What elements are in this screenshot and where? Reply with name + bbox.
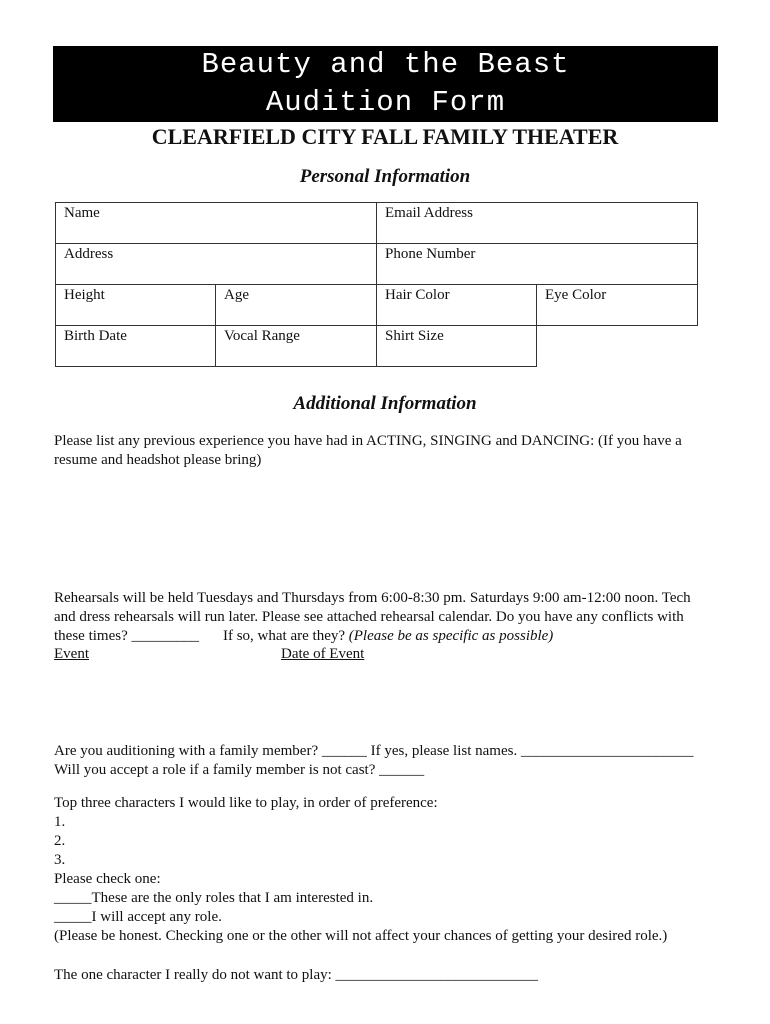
check-one-prompt: Please check one:: [54, 871, 161, 887]
birth-date-label: Birth Date: [64, 328, 127, 344]
additional-information-heading: Additional Information: [293, 393, 477, 414]
rehearsal-paragraph: [54, 589, 714, 646]
option-only-roles: _____These are the only roles that I am interested in.: [54, 890, 374, 906]
conflicts-note: (Please be as specific as possible): [348, 628, 554, 644]
eye-color-field[interactable]: [537, 285, 698, 326]
address-label: Address: [64, 246, 114, 262]
age-label: Age: [224, 287, 249, 303]
family-member-question: Are you auditioning with a family member? ______ If yes, please list names. _______________________: [54, 743, 694, 759]
email-field[interactable]: [377, 203, 698, 244]
family-accept-question: Will you accept a role if a family member is not cast? ______: [54, 762, 425, 778]
rehearsal-line-3: [54, 627, 714, 646]
hair-color-label: Hair Color: [385, 287, 450, 303]
empty-cell: [537, 326, 698, 367]
birth-date-field[interactable]: [56, 326, 216, 367]
conflicts-question: these times? _________: [54, 628, 199, 644]
event-column-label: Event: [54, 646, 89, 662]
vocal-range-field[interactable]: [216, 326, 377, 367]
choice-3: 3.: [54, 852, 66, 868]
phone-field[interactable]: [377, 244, 698, 285]
shirt-size-field[interactable]: [377, 326, 537, 367]
phone-label: Phone Number: [385, 246, 476, 262]
height-label: Height: [64, 287, 105, 303]
form-title-line-1: Beauty and the Beast: [201, 48, 570, 81]
conflicts-followup: If so, what are they?: [222, 628, 346, 644]
form-title-banner: [53, 46, 718, 122]
shirt-size-label: Shirt Size: [385, 328, 444, 344]
personal-information-table: [55, 202, 698, 367]
height-field[interactable]: [56, 285, 216, 326]
date-of-event-column-label: Date of Event: [281, 646, 365, 662]
email-label: Email Address: [385, 205, 473, 221]
choice-2: 2.: [54, 833, 66, 849]
eye-color-label: Eye Color: [545, 287, 607, 303]
name-label: Name: [64, 205, 100, 221]
option-any-role: _____I will accept any role.: [54, 909, 222, 925]
family-section: [54, 742, 714, 780]
vocal-range-label: Vocal Range: [224, 328, 300, 344]
experience-line-1: Please list any previous experience you have had in ACTING, SINGING and DANCING: (If you have a: [54, 433, 682, 449]
address-field[interactable]: [56, 244, 377, 285]
experience-line-2: resume and headshot please bring): [54, 452, 262, 468]
rehearsal-line-2: and dress rehearsals will run later. Please see attached rehearsal calendar. Do you have any conflicts with: [54, 609, 684, 625]
honesty-note: (Please be honest. Checking one or the other will not affect your chances of getting your desired role.): [54, 928, 668, 944]
theater-name: CLEARFIELD CITY FALL FAMILY THEATER: [151, 124, 619, 149]
hair-color-field[interactable]: [377, 285, 537, 326]
age-field[interactable]: [216, 285, 377, 326]
choice-1: 1.: [54, 814, 66, 830]
rehearsal-line-1: Rehearsals will be held Tuesdays and Thursdays from 6:00-8:30 pm. Saturdays 9:00 am-12:00 noon. Tech: [54, 590, 691, 606]
unwanted-character-prompt: The one character I really do not want to play: ___________________________: [54, 967, 539, 983]
character-preference-section: [54, 794, 714, 946]
top-three-prompt: Top three characters I would like to play, in order of preference:: [54, 795, 438, 811]
experience-prompt: [54, 432, 714, 470]
personal-information-heading: Personal Information: [299, 166, 471, 187]
form-title-line-2: Audition Form: [265, 86, 506, 119]
name-field[interactable]: [56, 203, 377, 244]
